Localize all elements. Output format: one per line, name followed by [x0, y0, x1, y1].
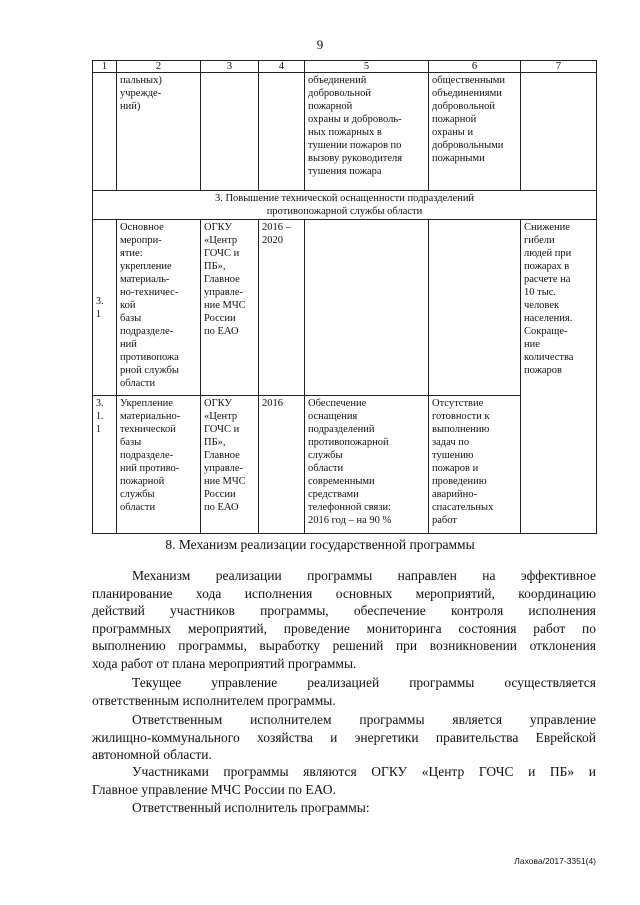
col-header-1: 1: [93, 61, 117, 73]
text-line: Текущее управление реализацией программы осуществляется: [132, 675, 596, 690]
text-line: ответственным исполнителем программы.: [92, 692, 336, 708]
cell: [259, 73, 305, 191]
document-code: Лахова/2017-3351(4): [514, 856, 596, 866]
section-title-cell: 3. Повышение технической оснащенности подразделений противопожарной службы области: [93, 191, 597, 220]
cell-name: Основное меропри- ятие: укрепление материаль- но-техничес- кой базы подразделе- ний противопожа рной службы области: [117, 220, 201, 396]
cell-result: Обеспечение оснащения подразделений противопожарной службы области современными средствами телефонной связи: 2016 год – на 90 %: [305, 396, 429, 534]
paragraph-mechanism: [92, 567, 596, 673]
text-line: Участниками программы являются ОГКУ «Центр ГОЧС и ПБ» и: [132, 764, 596, 779]
paragraph-participants: [92, 763, 596, 798]
text-line: автономной области.: [92, 747, 212, 763]
table-row-section: [93, 191, 597, 220]
col-header-4: 4: [259, 61, 305, 73]
table-header-row: [93, 61, 597, 73]
cell-name: пальных) учрежде- ний): [117, 73, 201, 191]
text-line: хода работ от плана мероприятий программы.: [92, 655, 357, 671]
text-line: Главное управление МЧС России по ЕАО.: [92, 781, 336, 797]
cell: [93, 73, 117, 191]
col-header-7: 7: [521, 61, 597, 73]
section-8-heading: 8. Механизм реализации государственной программы: [165, 537, 475, 552]
text-line: планирование хода исполнения основных мероприятий, координацию: [92, 585, 596, 601]
cell-period: 2016 – 2020: [259, 220, 305, 396]
col-header-2: 2: [117, 61, 201, 73]
text-line: действий участников программы, обеспечение контроля исполнения: [92, 603, 596, 619]
cell-period: 2016: [259, 396, 305, 534]
cell-consequence: общественными объединениями добровольной пожарной охраны и добровольными пожарными: [429, 73, 521, 191]
cell-indicator: Снижение гибели людей при пожарах в расчете на 10 тыс. человек населения. Сокраще- ние количества пожаров: [521, 220, 597, 534]
text-line: Ответственным исполнителем программы является управление: [132, 712, 596, 727]
paragraph-responsible: [92, 711, 596, 764]
program-table: [92, 60, 597, 534]
cell-number: 3. 1: [93, 220, 117, 396]
text-line: программных мероприятий, проведение мониторинга состояния работ по: [92, 620, 596, 636]
text-line: жилищно-коммунального хозяйства и энергетики правительства Еврейской: [92, 729, 596, 745]
paragraph-executor: [92, 799, 596, 817]
text-line: выполнению программы, выработку решений при возникновении отклонения: [92, 638, 596, 654]
cell: [201, 73, 259, 191]
cell-result: объединений добровольной пожарной охраны и доброволь- ных пожарных в тушении пожаров по вызову руководителя тушения пожара: [305, 73, 429, 191]
cell: [521, 73, 597, 191]
col-header-5: 5: [305, 61, 429, 73]
page-number: 9: [316, 37, 324, 52]
table-row-continuation: [93, 73, 597, 191]
cell: [429, 220, 521, 396]
cell-executor: ОГКУ «Центр ГОЧС и ПБ», Главное управле- ние МЧС России по ЕАО: [201, 396, 259, 534]
cell: [305, 220, 429, 396]
cell-name: Укрепление материально- технической базы подразделе- ний противо- пожарной службы области: [117, 396, 201, 534]
text-line: Механизм реализации программы направлен на эффективное: [132, 568, 596, 583]
table-row-3-1: [93, 220, 597, 396]
cell-number: 3. 1. 1: [93, 396, 117, 534]
cell-consequence: Отсутствие готовности к выполнению задач по тушению пожаров и проведению аварийно- спасательных работ: [429, 396, 521, 534]
col-header-3: 3: [201, 61, 259, 73]
col-header-6: 6: [429, 61, 521, 73]
cell-executor: ОГКУ «Центр ГОЧС и ПБ», Главное управле- ние МЧС России по ЕАО: [201, 220, 259, 396]
paragraph-management: [92, 674, 596, 709]
text-line: Ответственный исполнитель программы:: [132, 800, 370, 815]
